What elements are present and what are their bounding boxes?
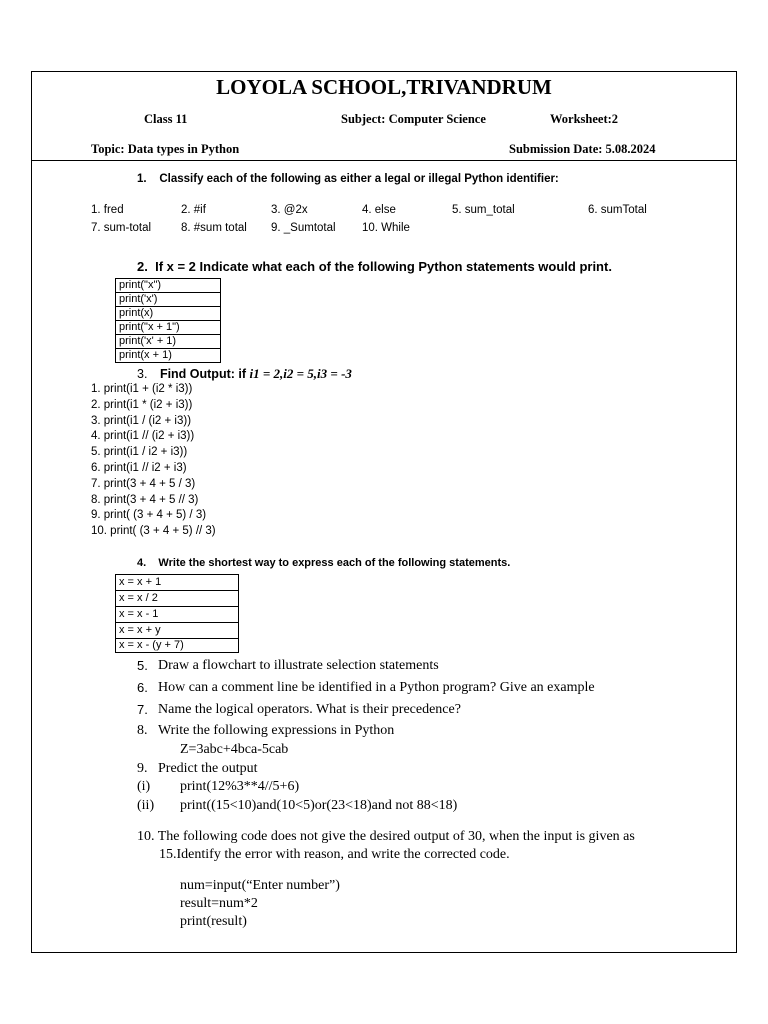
- q4-cell: x = x + 1: [116, 575, 239, 591]
- q5-number: 5.: [137, 658, 148, 673]
- q1-item: 6. sumTotal: [588, 204, 647, 216]
- q9-number: 9.: [137, 761, 148, 776]
- q9-i-label: (i): [137, 779, 151, 794]
- q2-heading: [137, 259, 612, 274]
- table-row: [116, 639, 239, 653]
- q4-cell: x = x - 1: [116, 607, 239, 623]
- q2-number: 2.: [137, 259, 148, 274]
- q1-item: 5. sum_total: [452, 204, 515, 216]
- list-item: 2. print(i1 * (i2 + i3)): [91, 398, 193, 411]
- q4-cell: x = x / 2: [116, 591, 239, 607]
- table-row: [116, 307, 221, 321]
- q9: [137, 761, 258, 777]
- q4-cell: x = x - (y + 7): [116, 639, 239, 653]
- q1-item: 10. While: [362, 222, 410, 234]
- q2-table: [115, 278, 221, 363]
- q5-text: Draw a flowchart to illustrate selection statements: [158, 658, 439, 673]
- q1-heading: [137, 173, 559, 185]
- table-row: [116, 623, 239, 639]
- list-item: 7. print(3 + 4 + 5 / 3): [91, 477, 196, 490]
- q2-cell: print('x'): [116, 293, 221, 307]
- q4-title: Write the shortest way to express each of the following statements.: [158, 557, 511, 569]
- q10-code-line: num=input(“Enter number”): [180, 878, 340, 893]
- table-row: [116, 607, 239, 623]
- school-title: LOYOLA SCHOOL,TRIVANDRUM: [216, 75, 552, 99]
- q3-title-if: if: [234, 367, 250, 381]
- q7-text: Name the logical operators. What is their precedence?: [158, 702, 461, 717]
- q4-table: [115, 574, 239, 653]
- q1-item: 1. fred: [91, 204, 124, 216]
- q4-heading: [137, 557, 510, 569]
- table-row: [116, 293, 221, 307]
- class-label: Class 11: [144, 112, 188, 126]
- q1-item: 3. @2x: [271, 204, 308, 216]
- header-divider: [31, 160, 737, 161]
- list-item: 9. print( (3 + 4 + 5) / 3): [91, 509, 207, 522]
- q9-ii-text: print((15<10)and(10<5)or(23<18)and not 88<18): [180, 798, 458, 813]
- q3-number: 3.: [137, 367, 148, 381]
- q3-title: Find Output:: [159, 367, 235, 381]
- q10-line1: 10. The following code does not give the desired output of 30, when the input is given as: [137, 829, 635, 844]
- q8: [137, 723, 395, 739]
- q10-line2: 15.Identify the error with reason, and write the corrected code.: [159, 847, 510, 862]
- q9-ii-label: (ii): [137, 798, 155, 813]
- q1-number: 1.: [137, 173, 147, 185]
- table-row: [116, 321, 221, 335]
- q3-values: i1 = 2,i2 = 5,i3 = -3: [249, 366, 352, 381]
- list-item: 1. print(i1 + (i2 * i3)): [91, 383, 193, 395]
- q3-list: [91, 382, 216, 540]
- q2-cell: print("x + 1"): [116, 321, 221, 335]
- q1-item: 8. #sum total: [181, 222, 247, 234]
- q6-number: 6.: [137, 680, 148, 695]
- q6: [137, 680, 595, 697]
- q4-number: 4.: [137, 557, 147, 569]
- q6-text: How can a comment line be identified in a Python program? Give an example: [158, 680, 595, 695]
- q10-code-line: print(result): [180, 914, 247, 929]
- q7: [137, 702, 461, 719]
- submission-date: Submission Date: 5.08.2024: [509, 142, 656, 156]
- list-item: 10. print( (3 + 4 + 5) // 3): [91, 525, 216, 538]
- q2-cell: print(x): [116, 307, 221, 321]
- list-item: 6. print(i1 // i2 + i3): [91, 461, 187, 474]
- q3-heading: [137, 366, 352, 382]
- q1-item: 9. _Sumtotal: [271, 222, 336, 234]
- topic-label: Topic: Data types in Python: [91, 142, 240, 156]
- q5: [137, 658, 439, 675]
- q7-number: 7.: [137, 702, 148, 717]
- q8-expression: Z=3abc+4bca-5cab: [180, 742, 289, 757]
- q1-title: Classify each of the following as either a legal or illegal Python identifier:: [159, 173, 559, 185]
- q10-code-line: result=num*2: [180, 896, 258, 911]
- q2-cell: print("x"): [116, 279, 221, 293]
- list-item: 8. print(3 + 4 + 5 // 3): [91, 493, 199, 506]
- table-row: [116, 591, 239, 607]
- q9-text: Predict the output: [158, 761, 258, 776]
- q1-item: 4. else: [362, 204, 396, 216]
- q1-item: 2. #if: [181, 204, 206, 216]
- q4-cell: x = x + y: [116, 623, 239, 639]
- table-row: [116, 335, 221, 349]
- subject-label: Subject: Computer Science: [341, 112, 486, 126]
- q8-text: Write the following expressions in Python: [158, 723, 395, 738]
- q8-number: 8.: [137, 723, 148, 738]
- q2-cell: print('x' + 1): [116, 335, 221, 349]
- list-item: 4. print(i1 // (i2 + i3)): [91, 430, 195, 443]
- table-row: [116, 575, 239, 591]
- q9-i-text: print(12%3**4//5+6): [180, 779, 300, 794]
- list-item: 3. print(i1 / (i2 + i3)): [91, 414, 192, 427]
- q2-cell: print(x + 1): [116, 349, 221, 363]
- q2-title: If x = 2 Indicate what each of the following Python statements would print.: [155, 259, 612, 274]
- list-item: 5. print(i1 / i2 + i3)): [91, 446, 188, 459]
- worksheet-label: Worksheet:2: [550, 112, 619, 126]
- table-row: [116, 279, 221, 293]
- q1-item: 7. sum-total: [91, 222, 152, 234]
- table-row: [116, 349, 221, 363]
